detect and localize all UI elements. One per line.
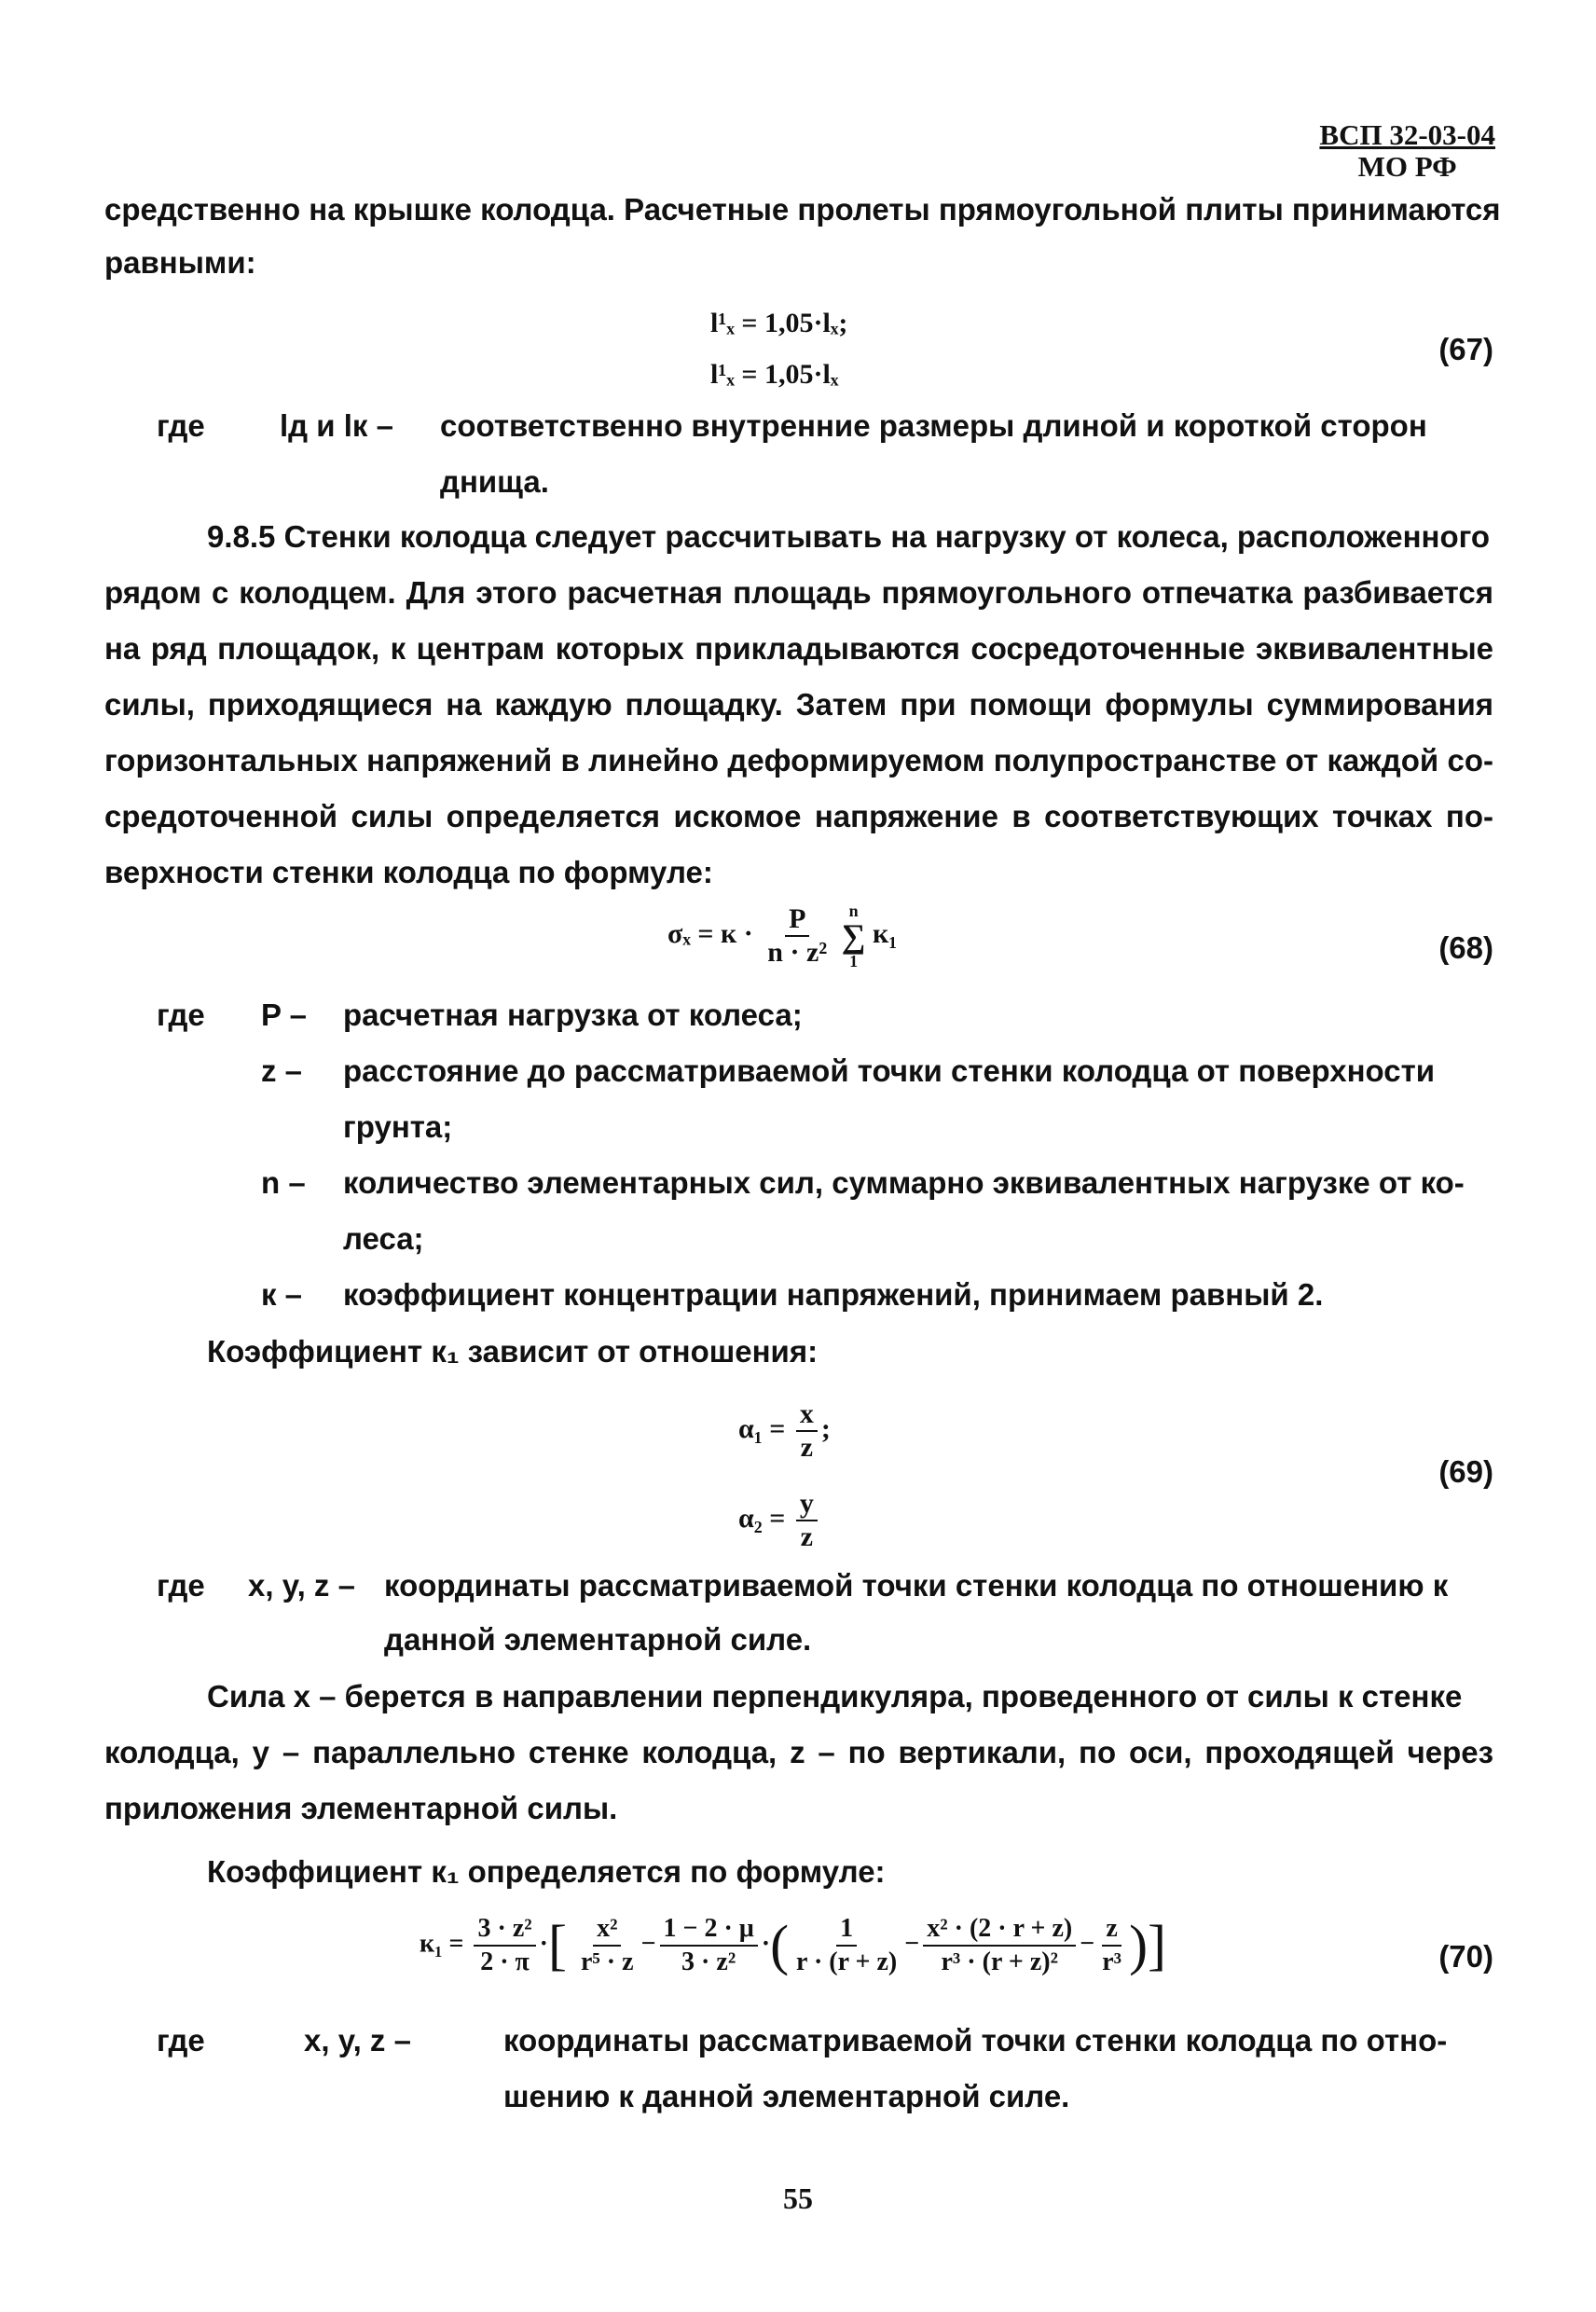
where-69-text-1: координаты рассматриваемой точки стенки колодца по отношению к bbox=[384, 1568, 1449, 1603]
where-68-k-sym: к – bbox=[261, 1277, 303, 1312]
intro-line-1: средственно на крышке колодца. Расчетные пролеты прямоугольной плиты принимаются bbox=[104, 192, 1501, 227]
where-68-z-text-1: расстояние до рассматриваемой точки стенки колодца от поверхности bbox=[343, 1053, 1436, 1088]
eq69-a1-lhs: α₁ = bbox=[738, 1412, 786, 1444]
where-68-z-text-2: грунта; bbox=[343, 1109, 453, 1144]
document-header bbox=[1319, 119, 1495, 183]
eq68-num: P bbox=[785, 903, 809, 937]
eq70-f3 bbox=[660, 1913, 758, 1978]
eq69-a1-end: ; bbox=[820, 1412, 831, 1444]
eq68-fraction bbox=[764, 903, 831, 969]
eq69-a1-den: z bbox=[800, 1432, 813, 1463]
eq70-f5 bbox=[923, 1913, 1076, 1978]
eq70-f4-den: r · (r + z) bbox=[796, 1947, 898, 1976]
where-70-text-1: координаты рассматриваемой точки стенки колодца по отно- bbox=[503, 2023, 1448, 2057]
where-69-symbol: x, y, z – bbox=[248, 1568, 355, 1603]
where-70-symbol: x, y, z – bbox=[304, 2023, 411, 2057]
intro-line-2: равными: bbox=[104, 245, 256, 280]
eq67-line-2: l¹ₓ = 1,05·lₓ bbox=[710, 359, 839, 390]
where-67-word: где bbox=[157, 408, 205, 443]
where-67-text-2: днища. bbox=[440, 464, 549, 499]
eq70-f3-num: 1 − 2 · μ bbox=[660, 1913, 758, 1947]
eq70: к₁ = $\frac{\text{3 · z²}}{2 \cdot \pi}$ ·[ $\frac{\text{x²}}{\text{r⁵ · z}}$ − $\frac{1 - 2 \cdot \mu}{\text{3 · z²}}$ ·( $\frac{1}{r \cdot (r + z)}$ − $\frac{\text{x² · (2 · r + z)}}{\text{r³ · (r + z)²}}$ − $\frac{z}{\text{r³}}$ )] bbox=[420, 1914, 1167, 1976]
eq68-sum bbox=[842, 902, 866, 970]
eq70-number: (70) bbox=[1438, 1939, 1493, 1974]
eq70-f1-num: 3 · z² bbox=[474, 1913, 535, 1947]
eq70-f2 bbox=[577, 1913, 638, 1978]
eq68-number: (68) bbox=[1438, 930, 1493, 965]
eq69-alpha1 bbox=[738, 1398, 831, 1464]
p985-line-4: силы, приходящиеся на каждую площадку. Затем при помощи формулы суммирования bbox=[104, 687, 1493, 722]
eq68-den: n · z² bbox=[767, 937, 828, 968]
eq69-a1-fraction bbox=[796, 1398, 818, 1464]
eq69-a2-lhs: α₂ = bbox=[738, 1502, 786, 1534]
page-number: 55 bbox=[783, 2181, 813, 2215]
where-68-p-sym: P – bbox=[261, 998, 307, 1032]
eq68-rhs: к₁ bbox=[872, 917, 898, 949]
where-68-n-text-2: леса; bbox=[343, 1221, 424, 1256]
where-68-p-text: расчетная нагрузка от колеса; bbox=[343, 998, 803, 1032]
where-68-n-sym: n – bbox=[261, 1165, 306, 1200]
eq68 bbox=[667, 902, 897, 970]
eq70-bracket-open: [ bbox=[548, 1914, 567, 1976]
eq69-a2-num: y bbox=[796, 1488, 818, 1521]
eq70-paren-open: ( bbox=[770, 1914, 790, 1976]
eq69-a2-fraction bbox=[796, 1488, 818, 1553]
k1-depends-text: Коэффициент к₁ зависит от отношения: bbox=[207, 1334, 819, 1369]
where-67-text-1: соответственно внутренние размеры длиной и короткой сторон bbox=[440, 408, 1427, 443]
where-69-text-2: данной элементарной силе. bbox=[384, 1622, 812, 1657]
eq70-f1 bbox=[474, 1913, 535, 1978]
p985-line-5: горизонтальных напряжений в линейно деформируемом полупространстве от каждой со- bbox=[104, 743, 1493, 778]
force-line-2: колодца, y – параллельно стенке колодца, z – по вертикали, по оси, проходящей через bbox=[104, 1735, 1493, 1769]
eq68-lhs: σₓ = к · bbox=[667, 917, 753, 949]
where-68-n-text-1: количество элементарных сил, суммарно эквивалентных нагрузке от ко- bbox=[343, 1165, 1465, 1200]
eq70-f6-num: z bbox=[1102, 1913, 1121, 1947]
where-70-word: где bbox=[157, 2023, 205, 2057]
eq70-paren-close: ) bbox=[1129, 1914, 1149, 1976]
p985-line-7: верхности стенки колодца по формуле: bbox=[104, 855, 713, 889]
where-69-word: где bbox=[157, 1568, 205, 1603]
where-68-k-text: коэффициент концентрации напряжений, принимаем равный 2. bbox=[343, 1277, 1324, 1312]
eq70-f5-den: r³ · (r + z)² bbox=[941, 1947, 1058, 1976]
eq69-a2-den: z bbox=[800, 1521, 813, 1552]
where-67-symbol: lд и lк – bbox=[280, 408, 393, 443]
eq69-a1-num: x bbox=[796, 1398, 818, 1432]
where-68-z-sym: z – bbox=[261, 1053, 303, 1088]
p985-line-1: 9.8.5 Стенки колодца следует рассчитывать на нагрузку от колеса, расположенного bbox=[207, 519, 1491, 554]
k1-formula-text: Коэффициент к₁ определяется по формуле: bbox=[207, 1854, 886, 1889]
eq70-bracket-close: ] bbox=[1148, 1914, 1167, 1976]
eq70-f4-num: 1 bbox=[836, 1913, 857, 1947]
eq70-f2-den: r⁵ · z bbox=[580, 1947, 634, 1976]
eq70-f6-den: r³ bbox=[1102, 1947, 1122, 1976]
where-68-word: где bbox=[157, 998, 205, 1032]
eq69-alpha2 bbox=[738, 1488, 821, 1553]
eq68-sum-bot: 1 bbox=[849, 952, 859, 970]
eq69-number: (69) bbox=[1438, 1454, 1493, 1489]
force-line-3: приложения элементарной силы. bbox=[104, 1791, 618, 1825]
where-70-text-2: шению к данной элементарной силе. bbox=[503, 2079, 1070, 2113]
p985-line-6: средоточенной силы определяется искомое напряжение в соответствующих точках по- bbox=[104, 799, 1493, 833]
p985-line-2: рядом с колодцем. Для этого расчетная площадь прямоугольного отпечатка разбивается bbox=[104, 575, 1493, 610]
eq70-f3-den: 3 · z² bbox=[681, 1947, 736, 1976]
eq70-f5-num: x² · (2 · r + z) bbox=[923, 1913, 1076, 1947]
eq70-f6 bbox=[1098, 1913, 1125, 1978]
eq70-f2-num: x² bbox=[593, 1913, 621, 1947]
document-org: МО РФ bbox=[1357, 150, 1457, 183]
eq70-lhs: к₁ = bbox=[420, 1929, 464, 1959]
force-line-1: Сила x – берется в направлении перпендикуляра, проведенного от силы к стенке bbox=[207, 1679, 1463, 1713]
eq67-number: (67) bbox=[1438, 332, 1493, 366]
eq70-f1-den: 2 · π bbox=[480, 1947, 530, 1976]
document-code: ВСП 32-03-04 bbox=[1319, 118, 1495, 151]
p985-line-3: на ряд площадок, к центрам которых прикладываются сосредоточенные эквивалентные bbox=[104, 631, 1493, 666]
eq70-f4 bbox=[792, 1913, 901, 1978]
eq68-sum-sign: ∑ bbox=[841, 917, 866, 955]
eq68-sum-top: n bbox=[848, 901, 859, 920]
eq67-line-1: l¹ₓ = 1,05·lₓ; bbox=[710, 308, 848, 338]
